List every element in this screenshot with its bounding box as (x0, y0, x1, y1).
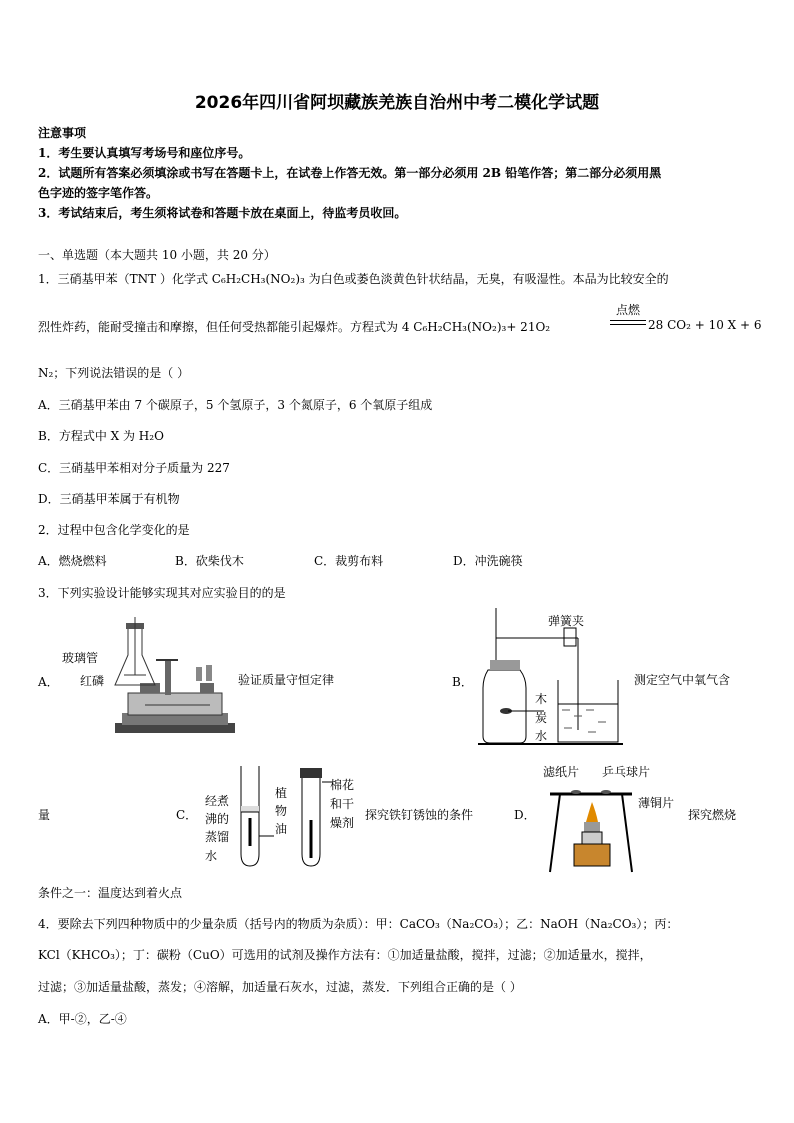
q3-b-letter: B． (452, 675, 473, 689)
q3-b-desc: 测定空气中氧气含 (634, 673, 731, 687)
q3-d-letter: D． (514, 808, 536, 822)
q3-b-desc-cont: 量 (38, 808, 51, 822)
q1-option-d: D．三硝基甲苯属于有机物 (38, 492, 180, 506)
q4-line2: KCl（KHCO₃）；丁：碳粉（CuO）可选用的试剂及操作方法有：①加适量盐酸，搅拌，过滤；②加适量水，搅拌， (38, 948, 652, 962)
label-water-b: 水 (535, 729, 548, 743)
q2-option-b: B．砍柴伐木 (175, 554, 244, 568)
label-oil-1: 植 (275, 786, 288, 800)
q2-stem: 2．过程中包含化学变化的是 (38, 523, 190, 537)
q1-line1: 1．三硝基甲苯（TNT ）化学式 C₆H₂CH₃(NO₂)₃ 为白色或萎色淡黄色针状结晶，无臭，有吸湿性。本品为比较安全的 (38, 272, 669, 286)
label-oil-2: 物 (275, 804, 288, 818)
q1-option-c: C．三硝基甲苯相对分子质量为 227 (38, 461, 230, 475)
q1-option-b: B．方程式中 X 为 H₂O (38, 429, 164, 443)
q4-line3: 过滤；③加适量盐酸，蒸发；④溶解，加适量石灰水，过滤，蒸发．下列组合正确的是（ ） (38, 980, 522, 994)
oxygen-measure-figure (478, 608, 630, 748)
reaction-arrow (610, 320, 646, 325)
q1-option-a: A．三硝基甲苯由 7 个碳原子，5 个氢原子，3 个氮原子，6 个氧原子组成 (38, 398, 433, 412)
q4-line1: 4．要除去下列四种物质中的少量杂质（括号内的物质为杂质）：甲：CaCO₃（Na₂CO₃）；乙：NaOH（Na₂CO₃）；丙： (38, 917, 679, 931)
section-heading: 一、单选题（本大题共 10 小题，共 20 分） (38, 248, 276, 262)
page-title: 2026年四川省阿坝藏族羌族自治州中考二模化学试题 (194, 93, 600, 113)
notice-item-2-cont: 色字迹的签字笔作答。 (38, 186, 159, 200)
q3-d-desc: 探究燃烧 (688, 808, 737, 822)
q1-line2b: 28 CO₂ + 10 X + 6 (648, 318, 762, 332)
notice-item-2: 2．试题所有答案必须填涂或书写在答题卡上，在试卷上作答无效。第一部分必须用 2B 铅笔作答；第二部分必须用黑 (38, 166, 662, 180)
label-cotton-3: 燥剂 (330, 816, 355, 830)
q3-stem: 3．下列实验设计能够实现其对应实验目的的是 (38, 586, 286, 600)
label-boiled-3: 蒸馏 (205, 830, 230, 844)
label-cotton-1: 棉花 (330, 778, 355, 792)
label-boiled-2: 沸的 (205, 812, 230, 826)
q2-option-c: C．裁剪布料 (314, 554, 384, 568)
notice-heading: 注意事项 (38, 126, 87, 140)
q4-option-a: A．甲-②，乙-④ (38, 1012, 127, 1026)
q3-a-desc: 验证质量守恒定律 (238, 673, 335, 687)
q1-line3: N₂；下列说法错误的是（ ） (38, 366, 190, 380)
notice-item-3: 3．考试结束后，考生须将试卷和答题卡放在桌面上，待监考员收回。 (38, 206, 407, 220)
label-spring-clamp: 弹簧夹 (548, 614, 585, 628)
q3-c-desc: 探究铁钉锈蚀的条件 (365, 808, 474, 822)
reaction-condition: 点燃 (615, 303, 640, 317)
label-copper-sheet: 薄铜片 (638, 796, 675, 810)
q3-a-letter: A． (38, 675, 59, 689)
label-charcoal-1: 木 (535, 692, 548, 706)
label-charcoal-2: 炭 (535, 711, 548, 725)
label-boiled-1: 经煮 (205, 794, 230, 808)
label-red-phosphorus: 红磷 (80, 674, 105, 688)
label-oil-3: 油 (275, 822, 288, 836)
label-cotton-2: 和干 (330, 797, 355, 811)
label-boiled-4: 水 (205, 849, 218, 863)
label-glass-tube: 玻璃管 (62, 651, 99, 665)
combustion-figure (546, 782, 636, 874)
q2-option-d: D．冲洗碗筷 (453, 554, 523, 568)
q2-option-a: A．燃烧燃料 (38, 554, 107, 568)
notice-item-1: 1．考生要认真填写考场号和座位序号。 (38, 146, 251, 160)
q3-d-desc-cont: 条件之一：温度达到着火点 (38, 886, 183, 900)
q1-line2: 烈性炸药，能耐受撞击和摩擦，但任何受热都能引起爆炸。方程式为 4 C₆H₂CH₃(NO₂)₃+ 21O₂ (38, 320, 551, 334)
q3-c-letter: C． (176, 808, 198, 822)
label-pingpong: 乒乓球片 (602, 765, 651, 779)
label-filter-paper: 滤纸片 (543, 765, 580, 779)
